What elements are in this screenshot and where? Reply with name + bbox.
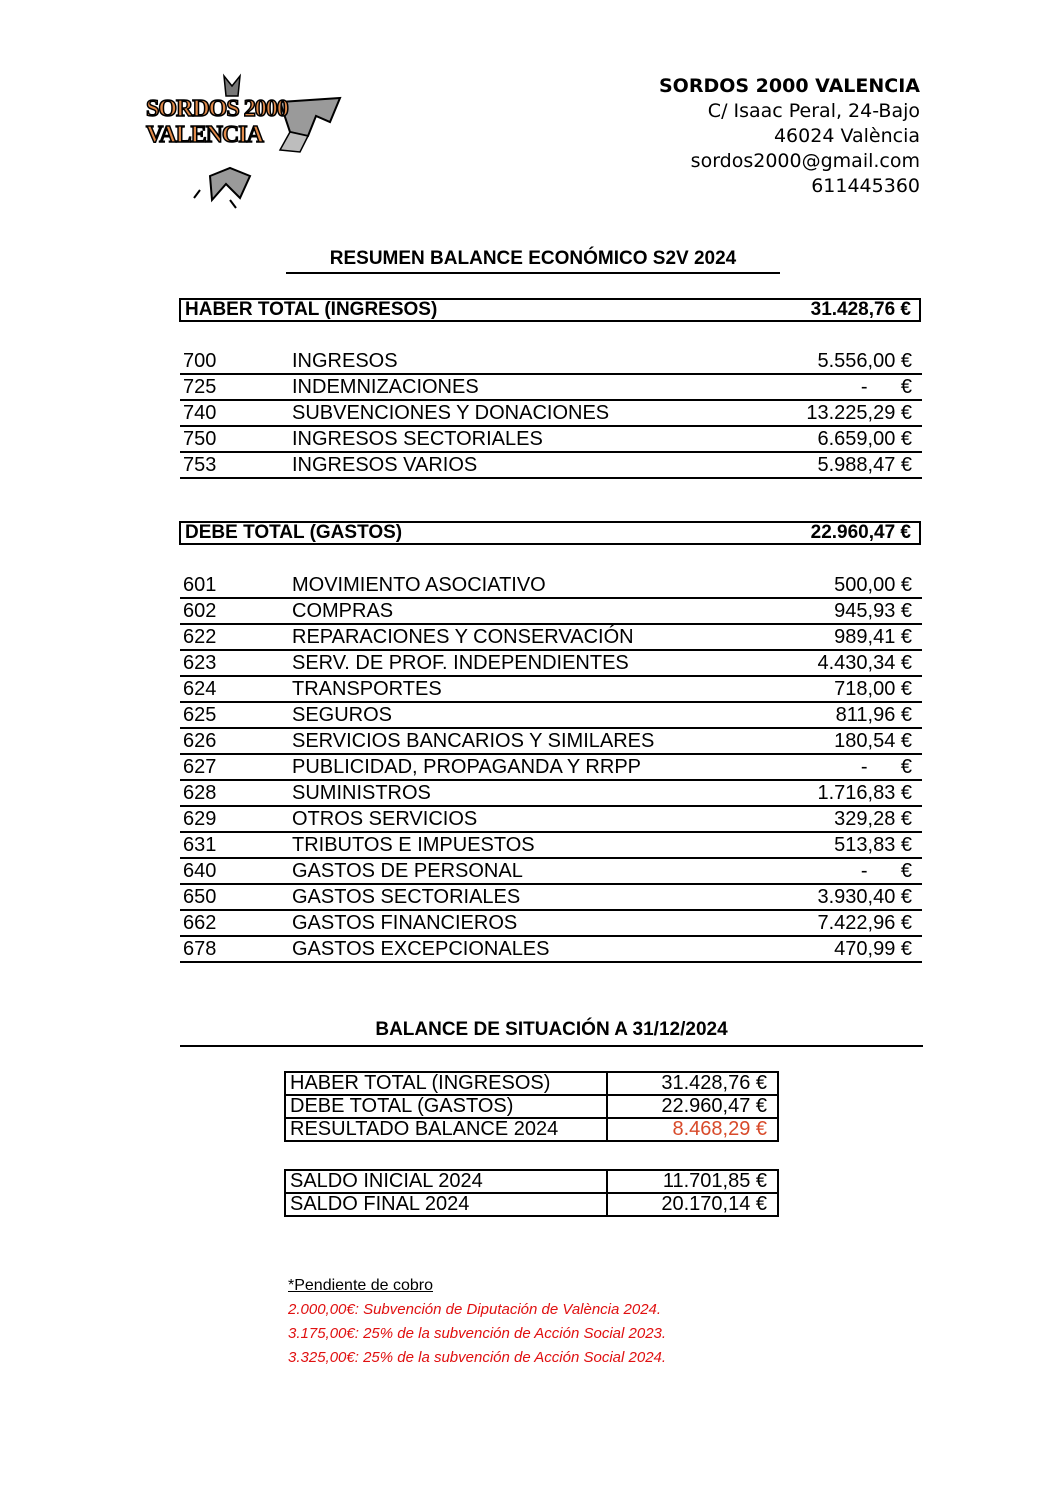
row-label: SEGUROS: [292, 704, 393, 726]
table-row: [180, 781, 922, 807]
row-amount: 180,54 €: [834, 730, 912, 752]
row-code: 601: [183, 574, 217, 596]
row-amount: - €: [860, 860, 912, 882]
row-amount: 13.225,29 €: [806, 402, 912, 424]
page-title: RESUMEN BALANCE ECONÓMICO S2V 2024: [286, 248, 780, 274]
row-code: 622: [183, 626, 217, 648]
row-amount: 6.659,00 €: [817, 428, 912, 450]
table-row: [285, 1118, 778, 1141]
debe-total-label: DEBE TOTAL (GASTOS): [185, 522, 403, 543]
balance-label: DEBE TOTAL (GASTOS): [285, 1095, 607, 1118]
city: 46024 València: [773, 125, 920, 147]
table-row: [180, 833, 922, 859]
row-label: PUBLICIDAD, PROPAGANDA Y RRPP: [292, 756, 641, 778]
haber-total-value: 31.428,76 €: [810, 299, 911, 320]
note-item: 2.000,00€: Subvención de Diputación de València 2024.: [288, 1301, 662, 1318]
row-label: INDEMNIZACIONES: [292, 376, 479, 398]
table-row: [180, 573, 922, 599]
haber-total-box: [179, 298, 921, 322]
row-code: 700: [183, 350, 217, 372]
table-row: [180, 755, 922, 781]
row-code: 629: [183, 808, 217, 830]
situacion-title: BALANCE DE SITUACIÓN A 31/12/2024: [180, 1019, 923, 1047]
table-row: [180, 375, 922, 401]
row-label: GASTOS FINANCIEROS: [292, 912, 518, 934]
row-code: 740: [183, 402, 217, 424]
row-amount: 1.716,83 €: [817, 782, 912, 804]
balance-label: RESULTADO BALANCE 2024: [285, 1118, 607, 1141]
row-code: 627: [183, 756, 217, 778]
row-label: GASTOS EXCEPCIONALES: [292, 938, 550, 960]
table-row: [180, 885, 922, 911]
table-row: [180, 427, 922, 453]
row-amount: 470,99 €: [834, 938, 912, 960]
row-label: SUBVENCIONES Y DONACIONES: [292, 402, 610, 424]
notes: [288, 1274, 666, 1370]
saldo-value: 20.170,14 €: [607, 1193, 778, 1216]
row-amount: - €: [860, 376, 912, 398]
row-code: 640: [183, 860, 217, 882]
table-row: [180, 651, 922, 677]
row-amount: 4.430,34 €: [817, 652, 912, 674]
saldo-label: SALDO FINAL 2024: [285, 1193, 607, 1216]
row-label: INGRESOS SECTORIALES: [292, 428, 543, 450]
debe-total-box: [179, 521, 921, 545]
row-label: TRIBUTOS E IMPUESTOS: [292, 834, 535, 856]
row-amount: 811,96 €: [835, 704, 912, 726]
haber-table: [180, 349, 922, 479]
row-code: 650: [183, 886, 217, 908]
row-code: 678: [183, 938, 217, 960]
table-row: [285, 1095, 778, 1118]
row-label: GASTOS SECTORIALES: [292, 886, 521, 908]
table-row: [180, 677, 922, 703]
table-row: [180, 937, 922, 963]
debe-total-value: 22.960,47 €: [810, 522, 911, 543]
row-code: 750: [183, 428, 217, 450]
saldo-value: 11.701,85 €: [607, 1170, 778, 1193]
saldo-table: [284, 1169, 779, 1217]
table-row: [180, 625, 922, 651]
table-row: [285, 1170, 778, 1193]
note-item: 3.175,00€: 25% de la subvención de Acción Social 2023.: [288, 1325, 667, 1342]
logo-text: SORDOS 2000 VALENCIA: [146, 96, 288, 148]
row-label: SERV. DE PROF. INDEPENDIENTES: [292, 652, 629, 674]
row-code: 628: [183, 782, 217, 804]
row-amount: - €: [860, 756, 912, 778]
row-label: SERVICIOS BANCARIOS Y SIMILARES: [292, 730, 655, 752]
org-name: SORDOS 2000 VALENCIA: [658, 75, 920, 97]
logo: [140, 72, 345, 212]
row-code: 624: [183, 678, 217, 700]
row-label: COMPRAS: [292, 600, 394, 622]
row-label: REPARACIONES Y CONSERVACIÓN: [292, 626, 634, 648]
row-label: TRANSPORTES: [292, 678, 442, 700]
haber-total-label: HABER TOTAL (INGRESOS): [185, 299, 438, 320]
row-amount: 5.556,00 €: [817, 350, 912, 372]
row-label: SUMINISTROS: [292, 782, 431, 804]
balance-label: HABER TOTAL (INGRESOS): [285, 1072, 607, 1095]
row-code: 631: [183, 834, 217, 856]
balance-value: 31.428,76 €: [607, 1072, 778, 1095]
row-amount: 718,00 €: [834, 678, 912, 700]
row-amount: 5.988,47 €: [817, 454, 912, 476]
row-amount: 7.422,96 €: [817, 912, 912, 934]
address: C/ Isaac Peral, 24-Bajo: [707, 100, 920, 122]
row-amount: 329,28 €: [834, 808, 912, 830]
table-row: [180, 729, 922, 755]
table-row: [180, 349, 922, 375]
row-amount: 989,41 €: [834, 626, 912, 648]
saldo-label: SALDO INICIAL 2024: [285, 1170, 607, 1193]
row-amount: 513,83 €: [834, 834, 912, 856]
table-row: [285, 1072, 778, 1095]
contact-block: [659, 74, 920, 199]
row-code: 625: [183, 704, 217, 726]
row-code: 725: [183, 376, 217, 398]
table-row: [180, 703, 922, 729]
debe-table: [180, 573, 922, 963]
email: sordos2000@gmail.com: [690, 150, 920, 172]
table-row: [285, 1193, 778, 1216]
row-amount: 500,00 €: [834, 574, 912, 596]
note-item: 3.325,00€: 25% de la subvención de Acción Social 2024.: [288, 1349, 667, 1366]
resultado-value: 8.468,29 €: [607, 1118, 778, 1141]
table-row: [180, 401, 922, 427]
row-label: GASTOS DE PERSONAL: [292, 860, 523, 882]
row-code: 662: [183, 912, 217, 934]
table-row: [180, 807, 922, 833]
balance-table: [284, 1071, 779, 1142]
row-amount: 3.930,40 €: [817, 886, 912, 908]
row-label: INGRESOS VARIOS: [292, 454, 478, 476]
row-label: OTROS SERVICIOS: [292, 808, 478, 830]
row-code: 623: [183, 652, 217, 674]
table-row: [180, 599, 922, 625]
row-label: MOVIMIENTO ASOCIATIVO: [292, 574, 546, 596]
row-code: 602: [183, 600, 217, 622]
table-row: [180, 911, 922, 937]
notes-heading: *Pendiente de cobro: [288, 1277, 433, 1294]
phone: 611445360: [811, 175, 920, 197]
table-row: [180, 859, 922, 885]
table-row: [180, 453, 922, 479]
balance-value: 22.960,47 €: [607, 1095, 778, 1118]
row-label: INGRESOS: [292, 350, 398, 372]
row-amount: 945,93 €: [834, 600, 912, 622]
row-code: 753: [183, 454, 217, 476]
row-code: 626: [183, 730, 217, 752]
